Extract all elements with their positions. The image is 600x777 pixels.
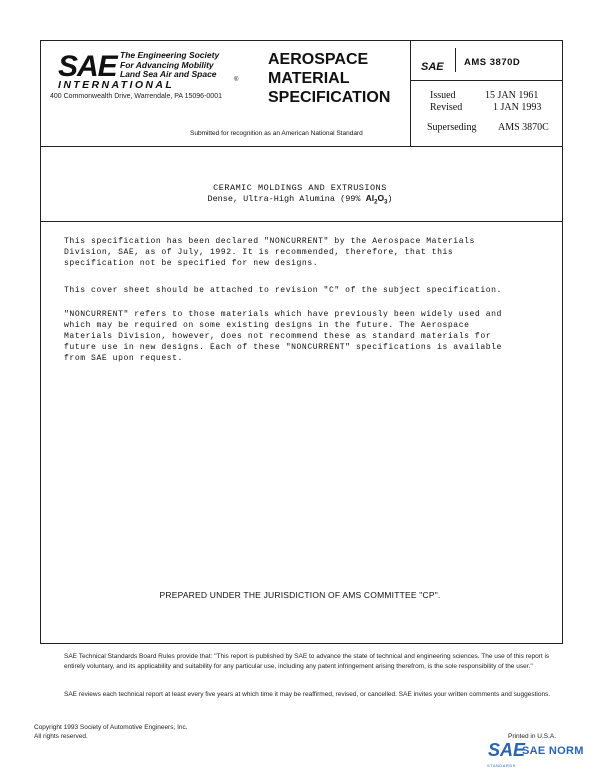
copyright [34,724,188,741]
ams-box-inner-divider [455,48,456,72]
sae-small-logo: SAE [421,61,444,73]
saenorm-logo-text: SAE NORM [522,745,584,757]
superseding-label: Superseding [427,122,477,133]
doc-type-line-2: MATERIAL [268,70,350,87]
header-divider [40,146,563,147]
superseding-value: AMS 3870C [498,122,549,133]
address: 400 Commonwealth Drive, Warrendale, PA 15096-0001 [50,93,222,100]
subtitle-prefix: Dense, Ultra-High Alumina (99% [207,194,366,204]
society-line-3: Land Sea Air and Space [120,69,217,79]
saenorm-logo-mark: SAE [488,740,526,760]
society-tagline [120,51,260,80]
document-type [268,50,390,107]
issued-label: Issued [430,90,456,101]
formula-o: O [377,193,385,203]
submitted-note: Submitted for recognition as an American National Standard [190,130,363,137]
revised-date: 1 JAN 1993 [493,102,542,113]
review-note: SAE reviews each technical report at least every five years at which time it may be reaffirmed, revised, or cancelled. SAE invites your written comments and suggestions. [64,691,551,698]
tsb-rules-note: SAE Technical Standards Board Rules provide that: "This report is published by SAE to advance the state of technical and engineering sciences. The use of this report is entirely voluntary, and its applicability and suitability for any particular use, including any patent infringement arising therefrom, is the sole responsibility of the user." [64,653,550,670]
ams-box-divider [410,80,563,81]
international-label: INTERNATIONAL [58,79,175,91]
ams-number: AMS 3870D [464,57,521,68]
doc-type-line-1: AEROSPACE [268,51,369,68]
noncurrent-definition: "NONCURRENT" refers to those materials which have previously been widely used and which may be required on some existing designs in the future. The Aerospace Materials Division, however, does not recommend these as standard materials for future use in new designs. Each of these "NONCURRENT" specifications is available from SAE upon request. [64,310,502,363]
formula-sub-2: 2 [374,199,378,206]
sae-logo: SAE [58,50,117,83]
revised-label: Revised [430,102,463,113]
copyright-line-1: Copyright 1993 Society of Automotive Engineers, Inc. [34,724,188,731]
saenorm-logo-sub: STANDARDS [487,763,516,768]
society-line-2: For Advancing Mobility [120,59,214,70]
formula-al: Al [365,193,375,203]
document-subtitle [0,193,600,206]
doc-type-line-3: SPECIFICATION [268,89,391,106]
header-column-divider [410,40,411,146]
prepared-statement: PREPARED UNDER THE JURISDICTION OF AMS COMMITTEE "CP". [159,590,441,600]
cover-sheet-note: This cover sheet should be attached to revision "C" of the subject specification. [64,286,502,295]
noncurrent-declaration: This specification has been declared "NONCURRENT" by the Aerospace Materials Division, SAE, as of July, 1992. It is recommended, therefore, that this specification not be specified for new designs. [64,237,475,268]
printed-in: Printed in U.S.A. [508,733,557,740]
registered-mark: ® [234,77,239,83]
title-divider [40,221,563,222]
subtitle-suffix: ) [387,194,393,204]
copyright-line-2: All rights reserved. [34,732,88,740]
society-line-1: The Engineering Society [120,50,220,60]
document-title: CERAMIC MOLDINGS AND EXTRUSIONS [213,183,387,193]
issued-date: 15 JAN 1961 [485,90,539,101]
formula-sub-3: 3 [384,199,388,206]
